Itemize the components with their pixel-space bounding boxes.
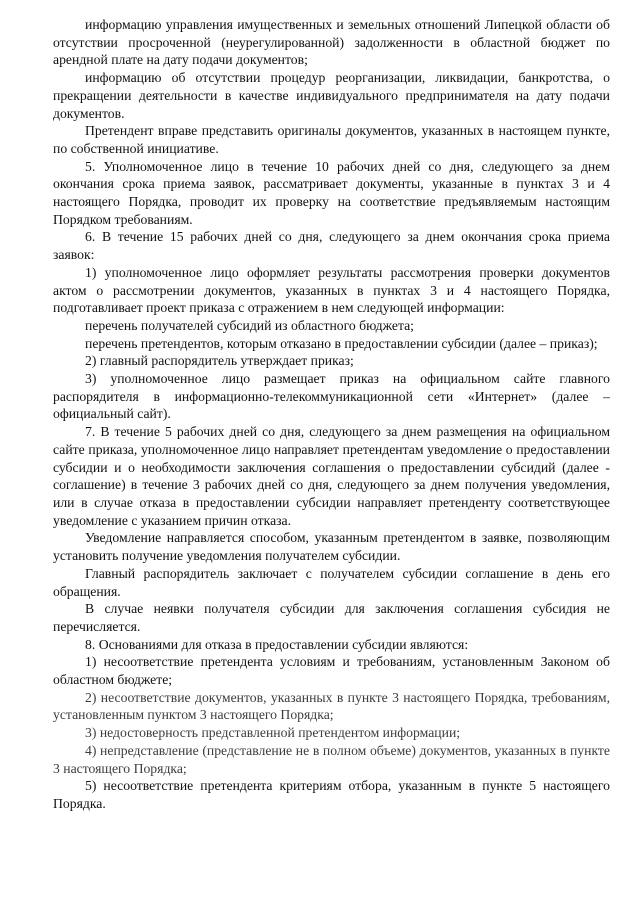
paragraph-agreement-day: Главный распорядитель заключает с получателем субсидии соглашение в день его обращения. (53, 565, 610, 599)
paragraph-item-6-1: 1) уполномоченное лицо оформляет результаты рассмотрения проверки документов актом о рассмотрении документов, указанных в пунктах 3 и 4 настоящего Порядка, подготавливает проект приказа с отражением в нем следующей информации: (53, 264, 610, 316)
paragraph-item-7: 7. В течение 5 рабочих дней со дня, следующего за днем размещения на официальном сайте приказа, уполномоченное лицо направляет претендентам уведомление о предоставлении субсидии и о необходимости заключения соглашения о предоставлении субсидий (далее - соглашение) в течение 3 рабочих дней со дня, следующего за днем получения уведомления, или в случае отказа в предоставлении субсидии направляет претенденту соответствующее уведомление с указанием причин отказа. (53, 424, 610, 528)
paragraph-item-6-3: 3) уполномоченное лицо размещает приказ на официальном сайте главного распорядителя в информационно-телекоммуникационной сети «Интернет» (далее – официальный сайт). (53, 371, 610, 422)
paragraph-item-6-2: 2) главный распорядитель утверждает приказ; (85, 353, 354, 369)
paragraph-notice-method: Уведомление направляется способом, указанным претендентом в заявке, позволяющим установить получение уведомления получателем субсидии. (53, 530, 610, 564)
paragraph-item-8-3: 3) недостоверность представленной претендентом информации; (85, 725, 461, 741)
paragraph-refused-list: перечень претендентов, которым отказано в предоставлении субсидии (далее – приказ); (85, 335, 598, 351)
paragraph-property-debt-info: информацию управления имущественных и земельных отношений Липецкой области об отсутствии просроченной (неурегулированной) задолженности в областной бюджет по арендной плате на дату подачи документов; (53, 17, 610, 68)
paragraph-no-bankruptcy-info: информацию об отсутствии процедур реорганизации, ликвидации, банкротства, о прекращении деятельности в качестве индивидуального предпринимателя на дату подачи документов. (53, 70, 610, 121)
paragraph-no-show: В случае неявки получателя субсидии для заключения соглашения субсидия не перечисляется. (53, 601, 610, 634)
paragraph-item-6: 6. В течение 15 рабочих дней со дня, следующего за днем окончания срока приема заявок: (53, 229, 610, 263)
paragraph-item-8-5: 5) несоответствие претендента критериям отбора, указанным в пункте 5 настоящего Порядка. (53, 778, 610, 811)
paragraph-recipients-list: перечень получателей субсидий из областного бюджета; (85, 317, 414, 333)
paragraph-originals-right: Претендент вправе представить оригиналы документов, указанных в настоящем пункте, по собственной инициативе. (53, 123, 610, 156)
paragraph-item-8-1: 1) несоответствие претендента условиям и требованиям, установленным Законом об областном бюджете; (53, 654, 610, 688)
paragraph-item-5: 5. Уполномоченное лицо в течение 10 рабочих дней со дня, следующего за днем окончания срока приема заявок, рассматривает документы, указанные в пунктах 3 и 4 настоящего Порядка, проводит их проверку на соответствие предъявляемым настоящим Порядком требованиям. (53, 158, 610, 227)
paragraph-item-8-2: 2) несоответствие документов, указанных в пункте 3 настоящего Порядка, требованиям, установленным пунктом 3 настоящего Порядка; (53, 689, 610, 723)
paragraph-item-8-4: 4) непредставление (представление не в полном объеме) документов, указанных в пункте 3 настоящего Порядка; (53, 742, 610, 776)
paragraph-item-8: 8. Основаниями для отказа в предоставлении субсидии являются: (85, 636, 469, 652)
